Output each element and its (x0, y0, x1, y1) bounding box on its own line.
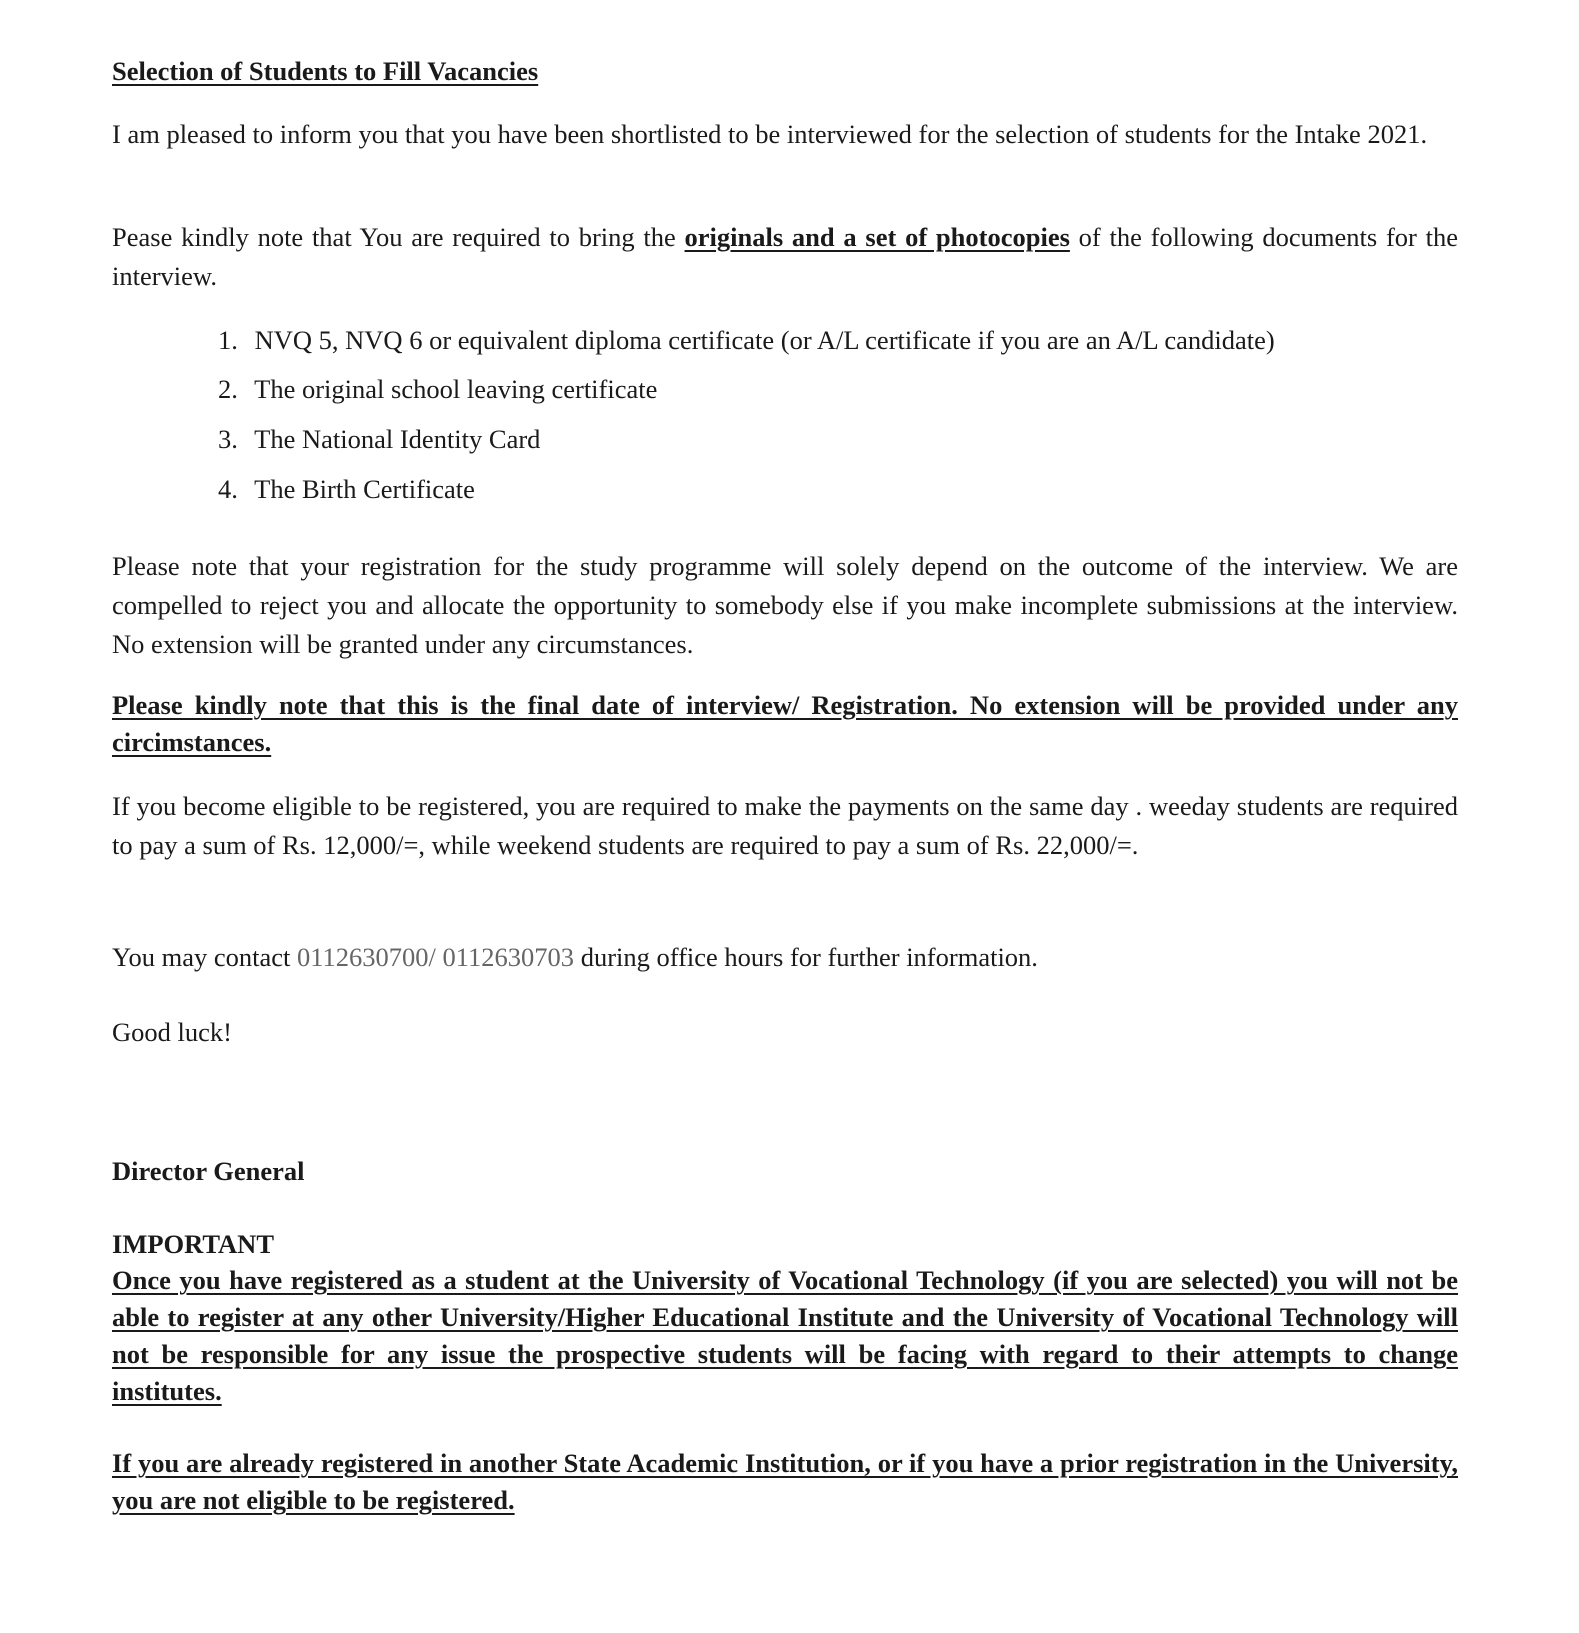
documents-note-emphasis: originals and a set of photocopies (684, 222, 1070, 252)
phone-number-2: 0112630703 (442, 942, 575, 972)
documents-note-paragraph (112, 218, 1458, 296)
important-note-1: Once you have registered as a student at the University of Vocational Technology (if you are selected) you will not be able to register at any other University/Higher Educational Institute and the University of Vocational Technology will not be responsible for any issue the prospective students will be facing with regard to their attempts to change institutes. (112, 1265, 1458, 1406)
important-heading: IMPORTANT (112, 1229, 274, 1259)
list-item: 4. The Birth Certificate (218, 474, 475, 504)
contact-before: You may contact (112, 942, 297, 972)
documents-note-before: Pease kindly note that You are required to bring the (112, 222, 685, 252)
contact-after: during office hours for further information. (574, 942, 1038, 972)
phone-separator: / (428, 942, 443, 972)
letter-title: Selection of Students to Fill Vacancies (112, 56, 539, 86)
list-item: 1. NVQ 5, NVQ 6 or equivalent diploma certificate (or A/L certificate if you are an A/L candidate) (218, 325, 1275, 355)
final-date-note: Please kindly note that this is the final date of interview/ Registration. No extension will be provided under any circimstances. (112, 690, 1458, 757)
documents-note-after: of the following documents for the interview. (112, 222, 1458, 291)
list-item: 2. The original school leaving certificate (218, 374, 658, 404)
list-item: 3. The National Identity Card (218, 424, 541, 454)
signatory: Director General (112, 1156, 305, 1186)
phone-number-1: 0112630700 (297, 942, 429, 972)
important-note-2: If you are already registered in another State Academic Institution, or if you have a prior registration in the University, you are not eligible to be registered. (112, 1448, 1458, 1515)
payment-note-paragraph: If you become eligible to be registered, you are required to make the payments on the same day . weeday students are required to pay a sum of Rs. 12,000/=, while weekend students are required to pay a sum of Rs. 22,000/=. (112, 791, 1458, 860)
intro-paragraph: I am pleased to inform you that you have been shortlisted to be interviewed for the selection of students for the Intake 2021. (112, 119, 1428, 149)
closing-line: Good luck! (112, 1017, 232, 1047)
registration-note-paragraph: Please note that your registration for the study programme will solely depend on the outcome of the interview. We are compelled to reject you and allocate the opportunity to somebody else if you make incomplete submissions at the interview. No extension will be granted under any circumstances. (112, 551, 1458, 659)
contact-paragraph (112, 938, 1458, 977)
